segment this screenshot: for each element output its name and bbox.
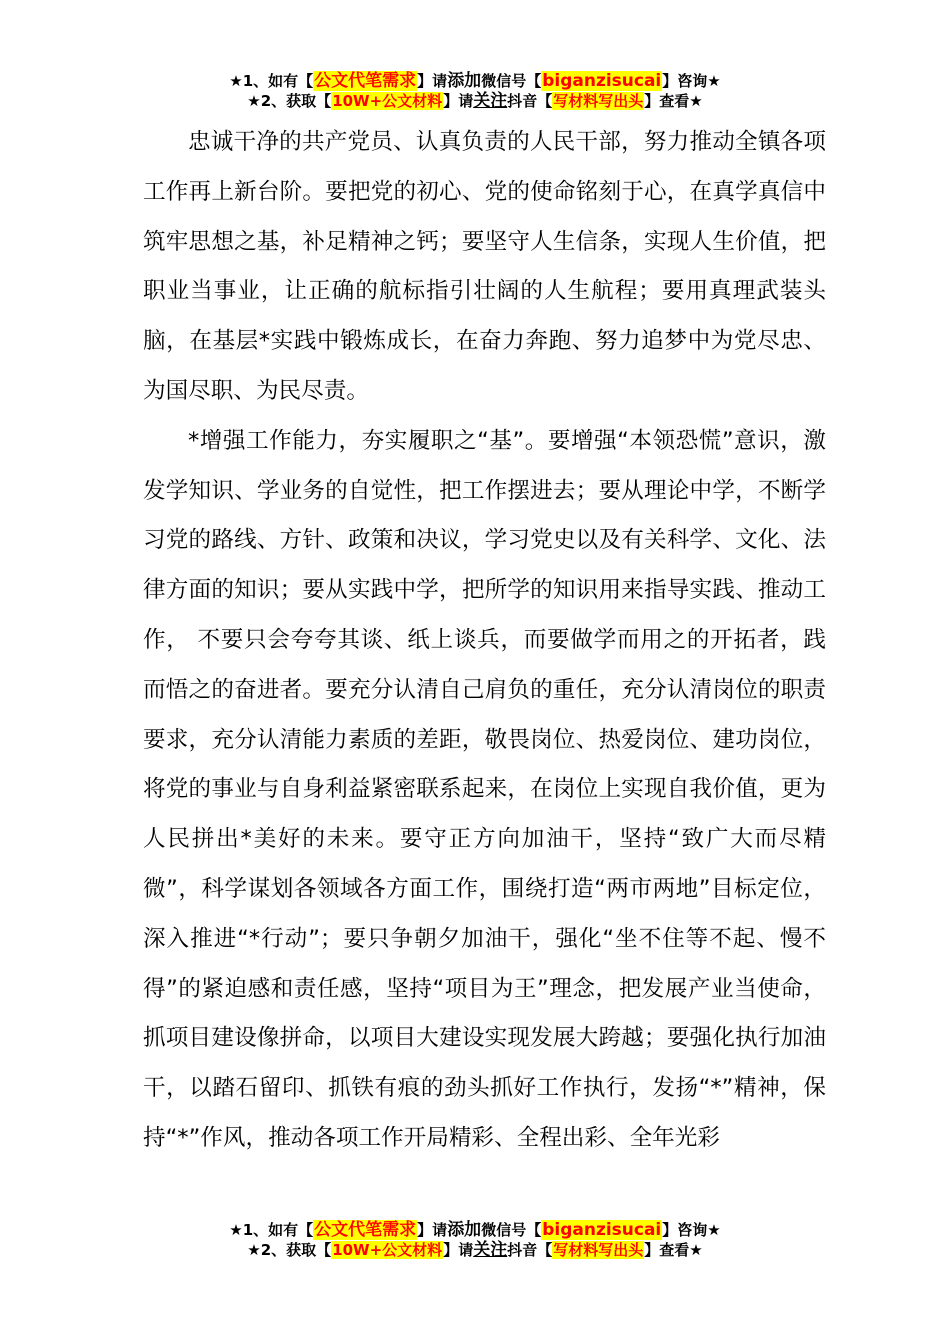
promo-footer-line-1-highlight-wechat: biganzisucai: [542, 1220, 662, 1240]
promo-footer-line-2-text-2: 抖音【: [507, 1241, 553, 1259]
document-body: [143, 118, 826, 1164]
promo-footer-line-1-text-2: 微信号【: [481, 1221, 542, 1239]
promo-line-2-text-2: 抖音【: [507, 92, 553, 110]
promo-line-1-highlight-service: 公文代笔需求: [314, 71, 417, 91]
promo-line-1: [0, 71, 950, 91]
promo-line-2: [0, 91, 950, 111]
promo-line-2-emphasis: 关注: [473, 91, 508, 111]
promo-line-2-highlight-materials: 10W+公文材料: [332, 92, 443, 110]
promo-line-1-highlight-wechat: biganzisucai: [542, 71, 662, 91]
promo-line-2-prefix: ★2、获取【: [247, 92, 332, 110]
promo-footer-line-2-prefix: ★2、获取【: [247, 1241, 332, 1259]
promo-footer-line-1: [0, 1220, 950, 1240]
promo-footer-line-1-suffix: 】咨询★: [662, 1221, 721, 1239]
promo-line-1-emphasis: 添加: [447, 71, 482, 91]
promo-footer-line-1-prefix: ★1、如有【: [229, 1221, 314, 1239]
promo-footer-line-1-text: 】请: [417, 1221, 448, 1239]
promo-line-1-text-2: 微信号【: [481, 72, 542, 90]
body-paragraph-2: *增强工作能力，夯实履职之“基”。要增强“本领恐慌”意识，激发学知识、学业务的自觉性，把工作摆进去；要从理论中学，不断学习党的路线、方针、政策和决议，学习党史以及有关科学、文化、法律方面的知识；要从实践中学，把所学的知识用来指导实践、推动工作， 不要只会夸夸其谈、纸上谈兵，而要做学而用之的开拓者，践而悟之的奋进者。要充分认清自己肩负的重任，充分认清岗位的职责要求，充分认清能力素质的差距，敬畏岗位、热爱岗位、建功岗位，将党的事业与自身利益紧密联系起来，在岗位上实现自我价值，更为人民拼出*美好的未来。要守正方向加油干，坚持“致广大而尽精微”，科学谋划各领域各方面工作，围绕打造“两市两地”目标定位，深入推进“*行动”；要只争朝夕加油干，强化“坐不住等不起、慢不得”的紧迫感和责任感，坚持“项目为王”理念，把发展产业当使命，抓项目建设像拼命，以项目大建设实现发展大跨越；要强化执行加油干，以踏石留印、抓铁有痕的劲头抓好工作执行，发扬“*”精神，保持“*”作风，推动各项工作开局精彩、全程出彩、全年光彩: [143, 427, 826, 1151]
promo-line-1-prefix: ★1、如有【: [229, 72, 314, 90]
promo-footer-line-2-highlight-douyin: 写材料写出头: [553, 1241, 644, 1259]
promo-footer-line-2-highlight-materials: 10W+公文材料: [332, 1241, 443, 1259]
promo-footer-line-1-highlight-service: 公文代笔需求: [314, 1220, 417, 1240]
promo-header: [0, 71, 950, 111]
promo-line-1-text: 】请: [417, 72, 448, 90]
promo-line-1-suffix: 】咨询★: [662, 72, 721, 90]
promo-footer-line-2-text: 】请: [443, 1241, 474, 1259]
promo-footer-line-2: [0, 1240, 950, 1260]
promo-footer-line-1-emphasis: 添加: [447, 1220, 482, 1240]
body-paragraph-1: 忠诚干净的共产党员、认真负责的人民干部，努力推动全镇各项工作再上新台阶。要把党的初心、党的使命铭刻于心，在真学真信中筑牢思想之基，补足精神之钙；要坚守人生信条，实现人生价值，把职业当事业，让正确的航标指引壮阔的人生航程；要用真理武装头脑，在基层*实践中锻炼成长，在奋力奔跑、努力追梦中为党尽忠、为国尽职、为民尽责。: [143, 129, 826, 404]
promo-line-2-text: 】请: [443, 92, 474, 110]
promo-footer: [0, 1220, 950, 1260]
promo-line-2-suffix: 】查看★: [644, 92, 703, 110]
promo-footer-line-2-suffix: 】查看★: [644, 1241, 703, 1259]
promo-footer-line-2-emphasis: 关注: [473, 1240, 508, 1260]
promo-line-2-highlight-douyin: 写材料写出头: [553, 92, 644, 110]
